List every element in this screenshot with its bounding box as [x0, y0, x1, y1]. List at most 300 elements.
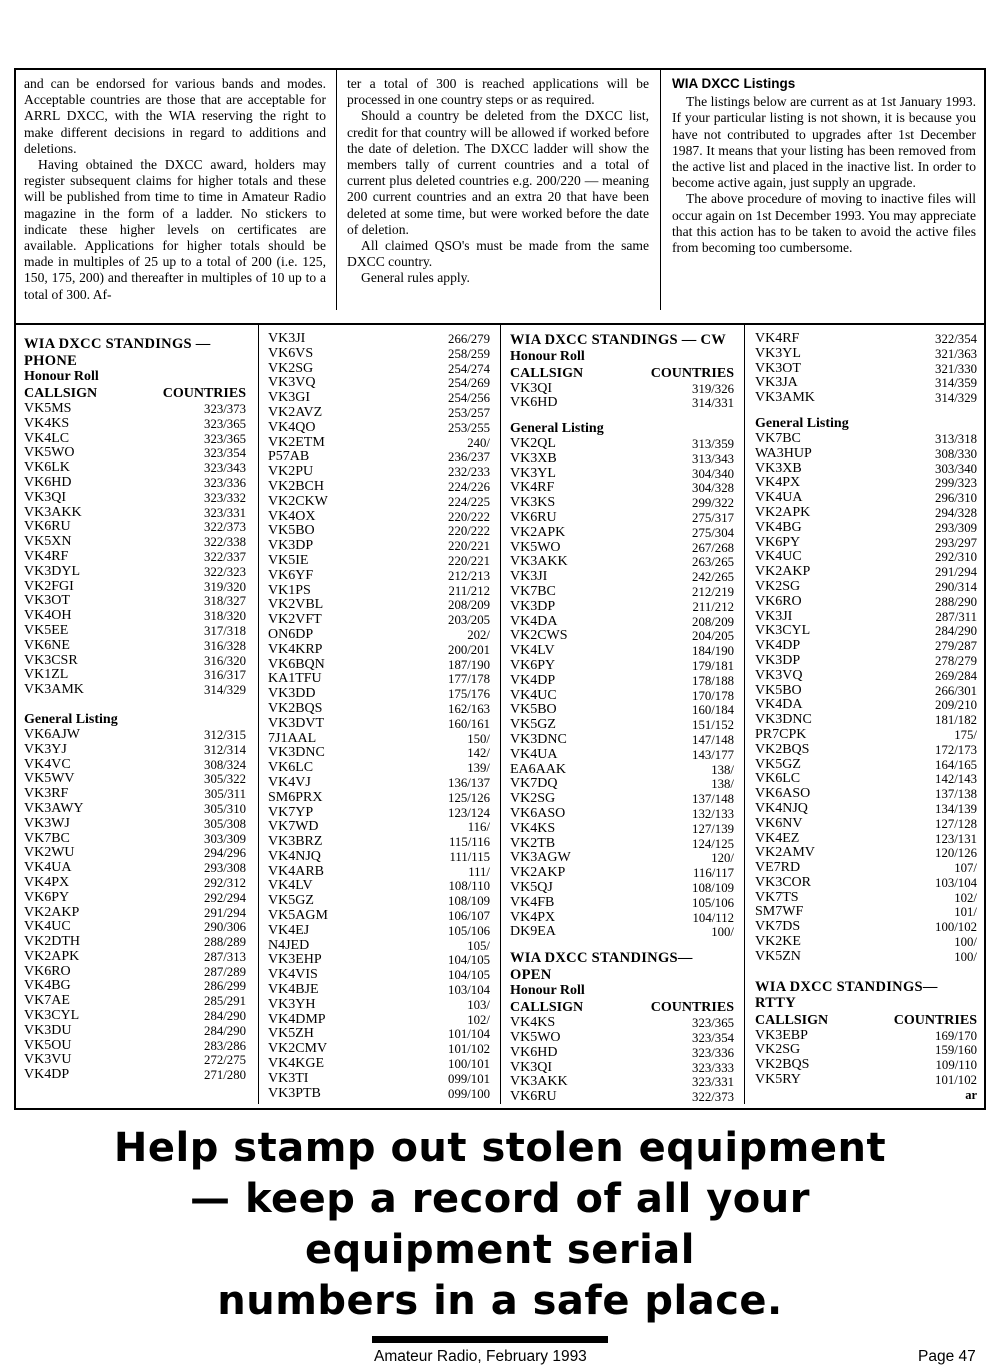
- standing-row: [268, 732, 490, 747]
- standing-row: [755, 595, 977, 610]
- callsign-header: CALLSIGN: [24, 386, 98, 401]
- standing-row: [755, 376, 977, 391]
- country-count: 208/209: [692, 614, 734, 629]
- standing-row: [510, 837, 734, 852]
- standing-row: [268, 569, 490, 584]
- standing-row: [24, 654, 246, 669]
- callsign: VK4VIS: [268, 967, 318, 983]
- country-count: 137/138: [935, 787, 977, 802]
- country-count: 099/100: [448, 1086, 490, 1101]
- callsign: VK3EBP: [755, 1027, 808, 1043]
- country-count: 323/354: [204, 446, 246, 461]
- standing-row: [268, 1087, 490, 1102]
- standing-row: [268, 865, 490, 880]
- standing-row: [510, 541, 734, 556]
- country-count: 184/190: [692, 644, 734, 659]
- callsign: VK5QJ: [510, 880, 553, 895]
- country-count: 127/139: [692, 821, 734, 836]
- standing-row: [510, 629, 734, 644]
- country-count: 323/336: [692, 1045, 734, 1060]
- callsign: VK7DS: [755, 919, 801, 935]
- country-count: 299/322: [692, 496, 734, 511]
- phone-honour-list: [24, 402, 246, 698]
- callsign: VK6LC: [268, 760, 314, 776]
- callsign: VK4KGE: [268, 1056, 324, 1072]
- country-count: 253/255: [448, 420, 490, 435]
- standing-row: [24, 728, 246, 743]
- standing-row: [268, 761, 490, 776]
- standing-row: [510, 748, 734, 763]
- callsign: VK2APK: [24, 948, 80, 964]
- country-count: 136/137: [448, 775, 490, 790]
- country-count: 100/: [954, 935, 977, 950]
- banner-line: — keep a record of all your: [190, 1176, 810, 1222]
- callsign: VK4OH: [24, 608, 72, 624]
- standing-row: [510, 511, 734, 526]
- country-count: 187/190: [448, 657, 490, 672]
- standing-row: [510, 822, 734, 837]
- standing-row: [510, 396, 734, 411]
- standing-row: [24, 950, 246, 965]
- standing-row: [268, 776, 490, 791]
- country-count: 279/287: [935, 639, 977, 654]
- country-count: 294/328: [935, 505, 977, 520]
- country-count: 105/106: [448, 923, 490, 938]
- callsign: VK6NV: [755, 815, 803, 831]
- country-count: 299/323: [935, 476, 977, 491]
- country-count: 102/: [467, 1012, 490, 1027]
- standing-row: [24, 1009, 246, 1024]
- callsign: VK5MS: [24, 401, 72, 416]
- intro-column-3: [672, 76, 976, 256]
- callsign: VK2SG: [268, 360, 314, 376]
- callsign: VK2APK: [755, 504, 811, 520]
- callsign: VK5EE: [24, 622, 69, 638]
- callsign: DK9EA: [510, 924, 556, 940]
- standing-row: [268, 835, 490, 850]
- callsign: VK2ETM: [268, 434, 325, 450]
- standing-row: [755, 684, 977, 699]
- country-count: 318/320: [204, 609, 246, 624]
- standing-row: [268, 643, 490, 658]
- callsign: VK3COR: [755, 874, 812, 890]
- callsign: VK2AVZ: [268, 404, 323, 420]
- callsign: VK6NE: [24, 637, 70, 653]
- country-count: 159/160: [935, 1043, 977, 1058]
- standing-row: [510, 496, 734, 511]
- callsign: VK4EZ: [755, 830, 800, 846]
- callsign: VK3JI: [268, 331, 306, 346]
- callsign: VK3AKK: [24, 504, 82, 520]
- country-count: 284/290: [935, 624, 977, 639]
- callsign: SM6PRX: [268, 789, 323, 805]
- country-count: 127/128: [935, 816, 977, 831]
- standing-row: [510, 615, 734, 630]
- standing-row: [510, 526, 734, 541]
- callsign: VK7TS: [755, 889, 799, 905]
- open-honour-list: [510, 1016, 734, 1105]
- list-col-rule-2: [500, 325, 501, 1104]
- callsign: VK4UC: [24, 919, 71, 935]
- callsign: VK4DA: [755, 697, 803, 713]
- callsign: VK2CKW: [268, 493, 328, 509]
- country-count: 181/182: [935, 713, 977, 728]
- standing-row: [755, 624, 977, 639]
- callsign: VK6RO: [24, 963, 71, 979]
- callsign: VK3CYL: [24, 1008, 80, 1024]
- callsign: VK3DVT: [268, 715, 324, 731]
- country-count: 139/: [467, 761, 490, 776]
- intro-paragraph: General rules apply.: [361, 270, 470, 286]
- callsign: VK2SG: [755, 578, 801, 594]
- callsign: VK7BC: [755, 430, 801, 446]
- callsign: VK6RU: [24, 519, 71, 535]
- callsign: VK6AJW: [24, 726, 80, 742]
- standing-row: [24, 461, 246, 476]
- callsign: VK2BQS: [268, 700, 323, 716]
- country-count: 100/102: [935, 920, 977, 935]
- country-count: 284/290: [204, 1009, 246, 1024]
- standing-row: [510, 733, 734, 748]
- callsign: SM7WF: [755, 904, 804, 920]
- standing-row: [755, 639, 977, 654]
- country-count: 285/291: [204, 994, 246, 1009]
- country-count: 263/265: [692, 555, 734, 570]
- standing-row: [24, 417, 246, 432]
- country-count: 120/: [711, 851, 734, 866]
- callsign: VK4EJ: [268, 922, 310, 938]
- country-count: 220/221: [448, 539, 490, 554]
- country-count: 322/373: [204, 520, 246, 535]
- standing-row: [268, 939, 490, 954]
- callsign: VK3VU: [24, 1052, 72, 1068]
- standing-row: [510, 467, 734, 482]
- standing-row: [268, 628, 490, 643]
- standing-row: [510, 1075, 734, 1090]
- standing-row: [755, 935, 977, 950]
- callsign: VK4DMP: [268, 1011, 326, 1027]
- country-count: 323/331: [692, 1075, 734, 1090]
- standing-row: [510, 925, 734, 940]
- callsign: VK4QO: [268, 419, 316, 435]
- standing-row: [755, 846, 977, 861]
- callsign: VK3VQ: [755, 667, 803, 683]
- wia-listings-heading: WIA DXCC Listings: [672, 76, 796, 91]
- country-count: 100/: [711, 925, 734, 940]
- country-count: 172/173: [935, 742, 977, 757]
- cw-general-list: [510, 437, 734, 940]
- callsign: VK3GI: [268, 390, 310, 406]
- country-count: 175/: [954, 727, 977, 742]
- callsign: VK3DNC: [510, 732, 567, 748]
- callsign: VK2AKP: [510, 865, 566, 881]
- standing-row: [755, 772, 977, 787]
- standing-row: [24, 1053, 246, 1068]
- standing-row: [24, 846, 246, 861]
- standing-row: [24, 965, 246, 980]
- callsign: VK3AMK: [24, 682, 84, 698]
- standing-row: [755, 462, 977, 477]
- standing-row: [268, 953, 490, 968]
- country-count: 142/143: [935, 772, 977, 787]
- callsign: VK4KS: [24, 415, 70, 431]
- country-count: 322/337: [204, 549, 246, 564]
- callsign: VK3YH: [268, 996, 316, 1012]
- country-count: 105/: [467, 938, 490, 953]
- phone-standings-column: [24, 336, 246, 1083]
- cw-standings-title: WIA DXCC STANDINGS — CW: [510, 332, 727, 348]
- country-count: 323/365: [204, 431, 246, 446]
- standing-row: [755, 1073, 977, 1088]
- standing-row: [268, 480, 490, 495]
- intro-col-rule-1: [336, 70, 337, 310]
- callsign: VK4LC: [24, 430, 70, 446]
- callsign: VK2AMV: [755, 845, 815, 861]
- phone-honour-roll-heading: Honour Roll: [24, 369, 99, 384]
- standing-row: [755, 861, 977, 876]
- country-count: 294/296: [204, 846, 246, 861]
- callsign: VK6ASO: [755, 786, 811, 802]
- country-count: 099/101: [448, 1071, 490, 1086]
- callsign: VK3YL: [755, 345, 801, 361]
- standing-row: [268, 510, 490, 525]
- callsign: EA6AAK: [510, 761, 566, 777]
- standing-row: [755, 391, 977, 406]
- callsign: VK2AKP: [24, 904, 80, 920]
- country-count: 124/125: [692, 836, 734, 851]
- standing-row: [755, 950, 977, 965]
- intro-col-rule-2: [660, 70, 661, 310]
- country-count: 290/306: [204, 920, 246, 935]
- phone-continued-list: [268, 332, 490, 1101]
- rtty-list: [755, 1029, 977, 1088]
- callsign: VK5GZ: [510, 717, 556, 733]
- country-count: 287/313: [204, 949, 246, 964]
- standing-row: [510, 703, 734, 718]
- cw-continued-general-heading: General Listing: [755, 415, 849, 431]
- country-count: 103/: [467, 997, 490, 1012]
- country-count: 316/317: [204, 668, 246, 683]
- callsign: VK2WU: [24, 845, 75, 861]
- country-count: 258/259: [448, 346, 490, 361]
- country-count: 177/178: [448, 672, 490, 687]
- callsign: VK5XN: [24, 534, 72, 550]
- country-count: 240/: [467, 435, 490, 450]
- standing-row: [510, 807, 734, 822]
- callsign: VK3OT: [24, 593, 70, 609]
- standing-row: [24, 476, 246, 491]
- country-count: 107/: [954, 861, 977, 876]
- country-count: 314/359: [935, 376, 977, 391]
- country-count: 102/: [954, 890, 977, 905]
- country-count: 275/304: [692, 525, 734, 540]
- callsign: VK5WV: [24, 771, 75, 787]
- cw-honour-roll-heading: Honour Roll: [510, 348, 585, 364]
- standing-row: [24, 935, 246, 950]
- country-count: 323/354: [692, 1030, 734, 1045]
- callsign: VK3BRZ: [268, 834, 323, 850]
- standing-row: [510, 1016, 734, 1031]
- callsign: VK3DP: [755, 652, 801, 668]
- callsign: VK3OT: [755, 360, 801, 376]
- callsign: VK2VFT: [268, 612, 322, 628]
- callsign: VK5RY: [755, 1072, 801, 1088]
- country-count: 322/323: [204, 564, 246, 579]
- callsign: VK1ZL: [24, 667, 69, 683]
- country-count: 287/311: [935, 609, 977, 624]
- standing-row: [24, 594, 246, 609]
- phone-general-listing-heading: General Listing: [24, 711, 118, 727]
- standing-row: [755, 550, 977, 565]
- standing-row: [24, 920, 246, 935]
- standing-row: [24, 743, 246, 758]
- country-count: 204/205: [692, 629, 734, 644]
- standing-row: [510, 452, 734, 467]
- country-count: 100/101: [448, 1057, 490, 1072]
- country-count: 292/312: [204, 875, 246, 890]
- phone-column-headers: [24, 386, 246, 402]
- callsign: VK2SG: [755, 1042, 801, 1058]
- standing-row: [755, 743, 977, 758]
- callsign: VK6PY: [755, 534, 801, 550]
- callsign: VK3WJ: [24, 815, 70, 831]
- country-count: 236/237: [448, 450, 490, 465]
- standing-row: [755, 610, 977, 625]
- callsign: VK7AE: [24, 993, 70, 1009]
- callsign: VK3AGW: [510, 850, 571, 866]
- country-count: 104/112: [692, 910, 734, 925]
- callsign: VK4UA: [755, 490, 803, 506]
- country-count: 305/308: [204, 816, 246, 831]
- standing-row: [268, 406, 490, 421]
- standing-row: [268, 983, 490, 998]
- callsign: VK4KS: [510, 1015, 556, 1031]
- callsign: VK6LC: [755, 771, 801, 787]
- country-count: 108/110: [448, 879, 490, 894]
- country-count: 120/126: [935, 846, 977, 861]
- callsign: VK5BO: [268, 523, 315, 539]
- country-count: 109/110: [935, 1058, 977, 1073]
- country-count: 275/317: [692, 511, 734, 526]
- callsign: VK3DP: [510, 598, 556, 614]
- standing-row: [755, 332, 977, 347]
- country-count: 283/286: [204, 1038, 246, 1053]
- country-count: 143/177: [692, 747, 734, 762]
- callsign: VK2AKP: [755, 564, 811, 580]
- callsign: VK7YP: [268, 804, 314, 820]
- callsign: VK6ASO: [510, 806, 566, 822]
- country-count: 323/373: [204, 402, 246, 416]
- cw-continued-honour-list: [755, 332, 977, 406]
- standing-row: [755, 876, 977, 891]
- standing-row: [24, 402, 246, 417]
- callsign: VK7BC: [24, 830, 70, 846]
- country-count: 211/212: [448, 583, 490, 598]
- rtty-column-headers: [755, 1013, 977, 1029]
- callsign: VK4KS: [510, 820, 556, 836]
- callsign: VK4ARB: [268, 863, 325, 879]
- country-count: 150/: [467, 731, 490, 746]
- callsign: VK3XB: [510, 450, 557, 466]
- country-count: 125/126: [448, 790, 490, 805]
- country-count: 101/104: [448, 1027, 490, 1042]
- standing-row: [24, 906, 246, 921]
- country-count: 290/314: [935, 579, 977, 594]
- country-count: 224/226: [448, 479, 490, 494]
- standing-row: [24, 802, 246, 817]
- country-count: 312/315: [204, 727, 246, 742]
- country-count: 322/354: [935, 332, 977, 346]
- standing-row: [755, 521, 977, 536]
- standing-row: [268, 1072, 490, 1087]
- standing-row: [24, 979, 246, 994]
- standing-row: [755, 698, 977, 713]
- country-count: 313/359: [692, 437, 734, 452]
- intro-paragraph: The listings below are current as at 1st January 1993. If your particular listing is not shown, it is because you have not contributed to upgrades after 1st December 1987. It means that your listing has been removed from the active list and placed in the inactive list. In order to become active again, just supply an upgrade.: [672, 94, 976, 191]
- standing-row: [268, 391, 490, 406]
- country-count: 318/327: [204, 594, 246, 609]
- callsign: VK3AKK: [510, 554, 568, 570]
- callsign: VK5GZ: [755, 756, 801, 772]
- callsign-header: CALLSIGN: [510, 1000, 584, 1016]
- country-count: 160/184: [692, 703, 734, 718]
- country-count: 116/: [467, 820, 490, 835]
- callsign: ON6DP: [268, 626, 314, 642]
- country-count: 178/188: [692, 673, 734, 688]
- callsign: VK3AKK: [510, 1074, 568, 1090]
- callsign: VK4BG: [755, 519, 802, 535]
- country-count: 293/308: [204, 861, 246, 876]
- country-count: 267/268: [692, 540, 734, 555]
- standing-row: [24, 1039, 246, 1054]
- country-count: 232/233: [448, 465, 490, 480]
- standing-row: [268, 598, 490, 613]
- standing-row: [755, 920, 977, 935]
- standing-row: [755, 832, 977, 847]
- standing-row: [510, 382, 734, 397]
- country-count: 212/219: [692, 585, 734, 600]
- phone-standings-title: WIA DXCC STANDINGS — PHONE: [24, 336, 211, 369]
- country-count: 322/373: [692, 1090, 734, 1105]
- cw-general-listing-heading: General Listing: [510, 421, 604, 437]
- callsign: VK6PY: [510, 658, 556, 674]
- callsign: VK2BQS: [755, 1057, 810, 1073]
- callsign: VK5ZH: [268, 1026, 314, 1042]
- standing-row: [268, 702, 490, 717]
- phone-continued-column: [268, 332, 490, 1101]
- country-count: 203/205: [448, 613, 490, 628]
- standing-row: [268, 791, 490, 806]
- standing-row: [510, 763, 734, 778]
- country-count: 323/365: [204, 416, 246, 431]
- intro-column-1: [24, 76, 326, 303]
- callsign: VK2KE: [755, 934, 801, 950]
- standing-row: [24, 446, 246, 461]
- standing-row: [510, 1031, 734, 1046]
- callsign: VK2TB: [510, 835, 556, 851]
- country-count: 303/309: [204, 831, 246, 846]
- callsign: VK3JI: [510, 569, 548, 585]
- standing-row: [268, 495, 490, 510]
- country-count: 242/265: [692, 570, 734, 585]
- callsign: VK6HD: [24, 474, 72, 490]
- standing-row: [268, 584, 490, 599]
- countries-header: COUNTRIES: [162, 386, 246, 401]
- frame-right: [984, 68, 986, 1110]
- standing-row: [24, 758, 246, 773]
- callsign: N4JED: [268, 937, 310, 953]
- country-count: 224/225: [448, 494, 490, 509]
